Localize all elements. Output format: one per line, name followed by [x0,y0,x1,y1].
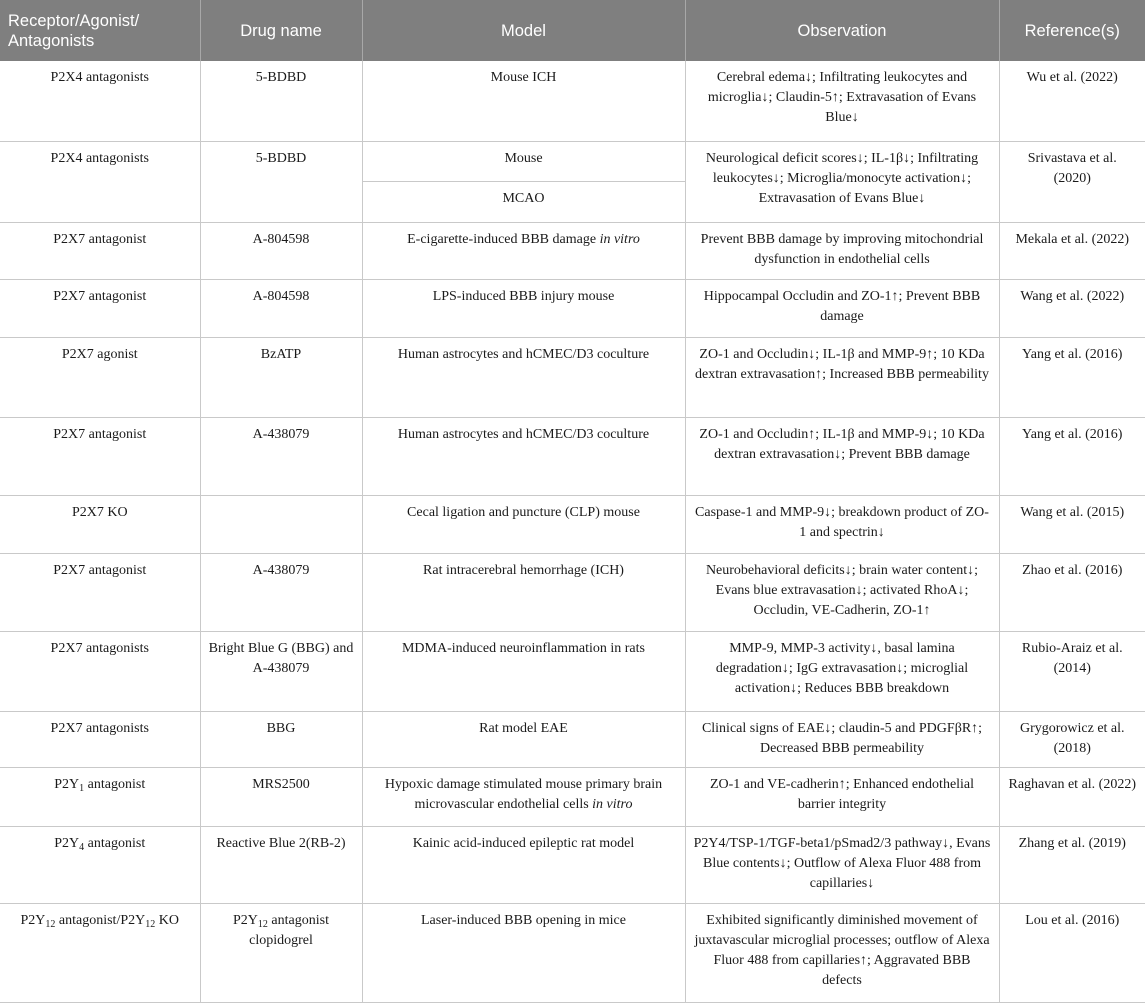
receptor-cell [0,826,200,903]
drug-cell: A-804598 [200,279,362,337]
header-receptor: Receptor/Agonist/ Antagonists [0,0,200,61]
model-cell: Rat intracerebral hemorrhage (ICH) [362,553,685,631]
receptor-cell: P2X7 antagonists [0,711,200,767]
reference-cell: Zhang et al. (2019) [999,826,1145,903]
model-cell [362,141,685,222]
model-cell [362,767,685,826]
observation-cell: MMP-9, MMP-3 activity↓, basal lamina degradation↓; IgG extravasation↓; microglial activation↓; Reduces BBB breakdown [685,631,999,711]
drug-cell: A-804598 [200,222,362,279]
model-cell: LPS-induced BBB injury mouse [362,279,685,337]
header-model: Model [362,0,685,61]
drug-cell: 5-BDBD [200,141,362,222]
model-text: Hypoxic damage stimulated mouse primary brain microvascular endothelial cells [384,776,663,812]
observation-cell: Hippocampal Occludin and ZO-1↑; Prevent BBB damage [685,279,999,337]
receptor-cell: P2X7 antagonist [0,417,200,495]
receptor-text-suffix: KO [155,912,179,928]
drug-text-suffix: antagonist clopidogrel [249,912,329,948]
observation-cell: Neurological deficit scores↓; IL-1β↓; Infiltrating leukocytes↓; Microglia/monocyte activation↓; Extravasation of Evans Blue↓ [685,141,999,222]
receptor-text: P2Y [54,776,80,792]
header-row [0,0,1145,61]
receptor-text: P2Y [20,912,46,928]
receptor-cell: P2X4 antagonists [0,61,200,141]
model-cell [362,222,685,279]
receptor-cell: P2X7 antagonists [0,631,200,711]
observation-cell: Exhibited significantly diminished movement of juxtavascular microglial processes; outflow of Alexa Fluor 488 from capillaries↑; Aggravated BBB defects [685,903,999,1002]
table-row [0,826,1145,903]
observation-cell: Caspase-1 and MMP-9↓; breakdown product of ZO-1 and spectrin↓ [685,495,999,553]
model-text: E-cigarette-induced BBB damage [407,231,597,247]
receptor-subscript: 12 [45,918,56,930]
receptor-text-suffix: antagonist [84,835,146,851]
table-row [0,767,1145,826]
observation-cell: ZO-1 and Occludin↓; IL-1β and MMP-9↑; 10 KDa dextran extravasation↑; Increased BBB permeability [685,337,999,417]
observation-cell: Neurobehavioral deficits↓; brain water content↓; Evans blue extravasation↓; activated RhoA↓; Occludin, VE-Cadherin, ZO-1↑ [685,553,999,631]
drug-text: P2Y [233,912,258,928]
table-row [0,222,1145,279]
receptor-cell: P2X7 antagonist [0,553,200,631]
receptor-cell: P2X4 antagonists [0,141,200,222]
observation-cell: ZO-1 and Occludin↑; IL-1β and MMP-9↓; 10 KDa dextran extravasation↓; Prevent BBB damage [685,417,999,495]
receptor-cell: P2X7 agonist [0,337,200,417]
drug-cell: A-438079 [200,553,362,631]
drug-cell [200,495,362,553]
model-cell: MDMA-induced neuroinflammation in rats [362,631,685,711]
receptor-subscript: 12 [145,918,156,930]
receptor-cell [0,767,200,826]
model-cell: Mouse ICH [362,61,685,141]
header-drug-name: Drug name [200,0,362,61]
model-cell: Kainic acid-induced epileptic rat model [362,826,685,903]
reference-cell: Lou et al. (2016) [999,903,1145,1002]
drug-cell: Bright Blue G (BBG) and A-438079 [200,631,362,711]
drug-cell: MRS2500 [200,767,362,826]
reference-cell: Wang et al. (2015) [999,495,1145,553]
receptor-text-suffix: antagonist [84,776,146,792]
model-cell: Cecal ligation and puncture (CLP) mouse [362,495,685,553]
table-row [0,61,1145,141]
drug-cell: A-438079 [200,417,362,495]
receptor-subscript: 1 [79,782,85,794]
table-row [0,553,1145,631]
observation-cell: P2Y4/TSP-1/TGF-beta1/pSmad2/3 pathway↓, Evans Blue contents↓; Outflow of Alexa Fluor 488 from capillaries↓ [685,826,999,903]
drug-cell: BBG [200,711,362,767]
table-row [0,417,1145,495]
receptor-cell: P2X7 KO [0,495,200,553]
table-row [0,337,1145,417]
reference-cell: Yang et al. (2016) [999,337,1145,417]
drug-cell [200,903,362,1002]
model-cell: Rat model EAE [362,711,685,767]
reference-cell: Mekala et al. (2022) [999,222,1145,279]
drug-cell: 5-BDBD [200,61,362,141]
model-subcell-top: Mouse [363,142,685,182]
reference-cell: Wu et al. (2022) [999,61,1145,141]
drug-cell: BzATP [200,337,362,417]
observation-cell: Cerebral edema↓; Infiltrating leukocytes and microglia↓; Claudin-5↑; Extravasation of Evans Blue↓ [685,61,999,141]
drug-cell: Reactive Blue 2(RB-2) [200,826,362,903]
reference-cell: Yang et al. (2016) [999,417,1145,495]
drug-subscript: 12 [257,918,268,930]
reference-cell: Zhao et al. (2016) [999,553,1145,631]
receptor-cell: P2X7 antagonist [0,279,200,337]
table-row [0,141,1145,222]
table-row [0,279,1145,337]
observation-cell: Clinical signs of EAE↓; claudin-5 and PDGFβR↑; Decreased BBB permeability [685,711,999,767]
model-cell: Laser-induced BBB opening in mice [362,903,685,1002]
header-observation: Observation [685,0,999,61]
observation-cell: Prevent BBB damage by improving mitochondrial dysfunction in endothelial cells [685,222,999,279]
observation-cell: ZO-1 and VE-cadherin↑; Enhanced endothelial barrier integrity [685,767,999,826]
model-italic-text: in vitro [592,796,633,812]
reference-cell: Raghavan et al. (2022) [999,767,1145,826]
receptor-cell: P2X7 antagonist [0,222,200,279]
model-subcell-bottom: MCAO [502,190,545,206]
reference-cell: Wang et al. (2022) [999,279,1145,337]
table-row [0,711,1145,767]
reference-cell: Grygorowicz et al. (2018) [999,711,1145,767]
receptor-text: P2Y [54,835,80,851]
table-row [0,631,1145,711]
table-row [0,495,1145,553]
model-cell: Human astrocytes and hCMEC/D3 coculture [362,417,685,495]
receptor-cell [0,903,200,1002]
model-italic-text: in vitro [599,231,640,247]
table-row [0,903,1145,1002]
model-cell: Human astrocytes and hCMEC/D3 coculture [362,337,685,417]
reference-cell: Rubio-Araiz et al. (2014) [999,631,1145,711]
receptor-text-middle: antagonist/P2Y [55,912,146,928]
reference-cell: Srivastava et al. (2020) [999,141,1145,222]
header-references: Reference(s) [999,0,1145,61]
receptor-subscript: 4 [79,841,85,853]
